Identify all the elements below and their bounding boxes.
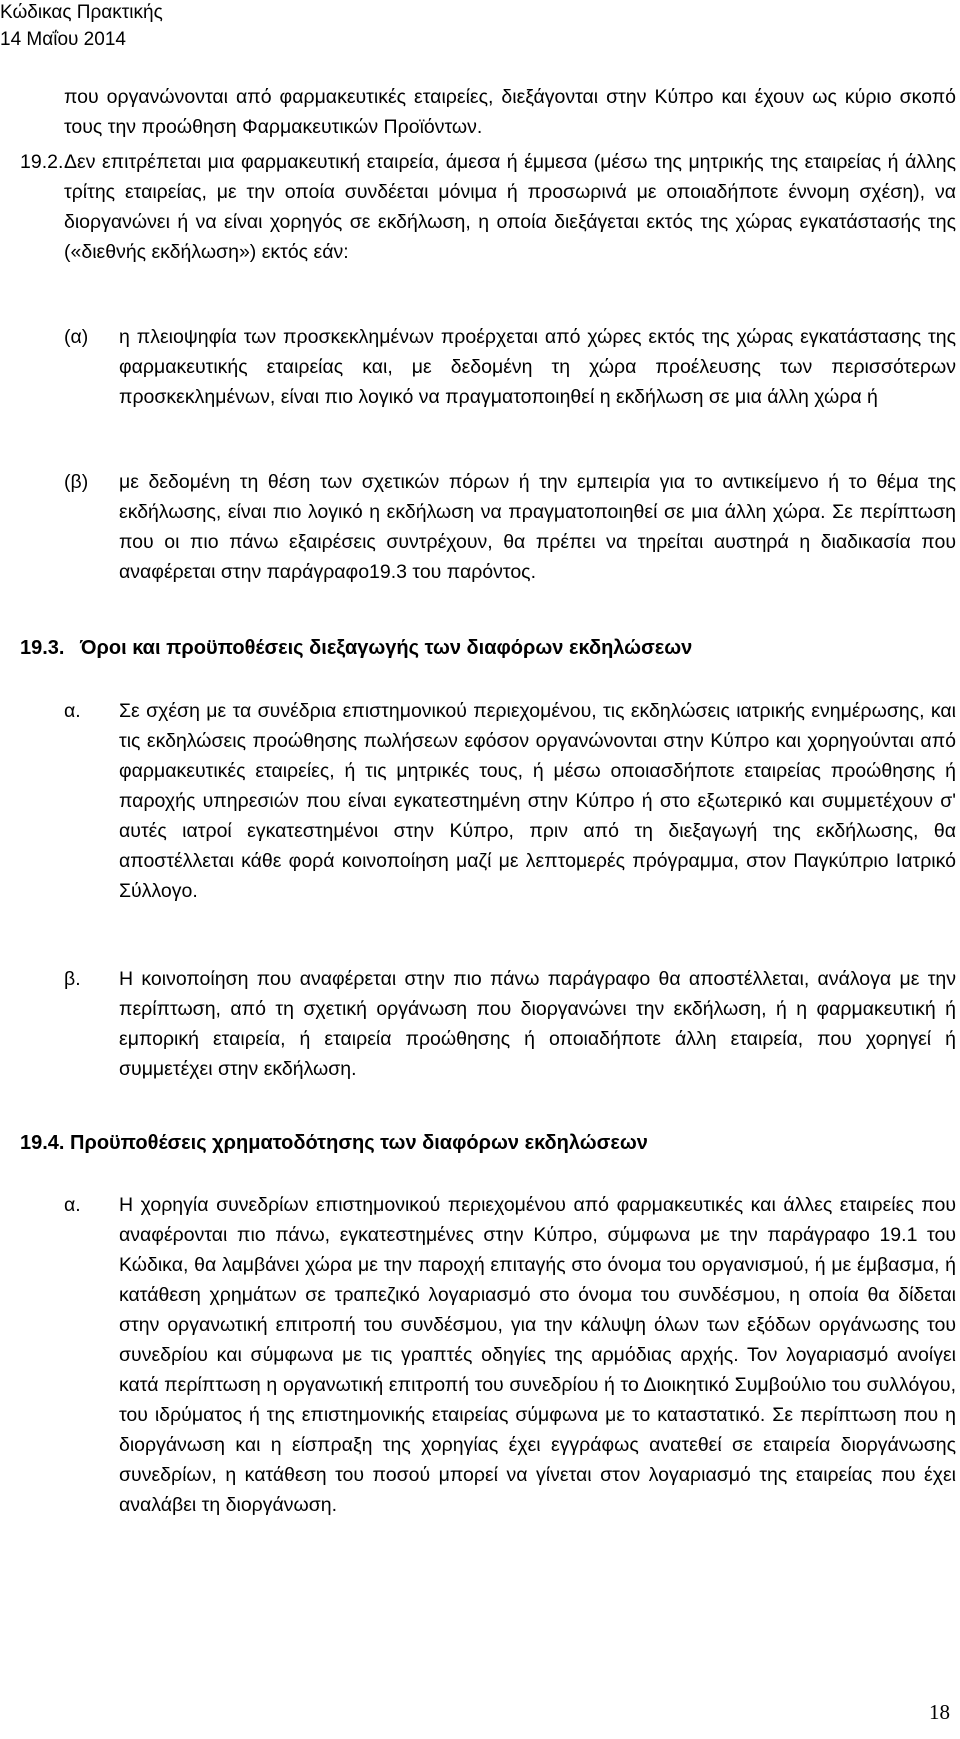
item-beta-label: (β) <box>64 471 89 493</box>
item-alpha-label: (α) <box>64 326 89 348</box>
document-title: Κώδικας Πρακτικής <box>0 2 163 23</box>
section-19-3-b-text: Η κοινοποίηση που αναφέρεται στην πιο πάνω παράγραφο θα αποστέλλεται, ανάλογα με την περίπτωση, από τη σχετική οργάνωση που διοργανώνει την εκδήλωση, ή η φαρμακευτική ή εμπορική εταιρεία, ή εταιρεία προώθησης ή οποιαδήποτε άλλη εταιρεία, που χορηγεί ή συμμετέχει στην εκδήλωση. <box>119 968 956 1080</box>
section-19-4-title: Προϋποθέσεις χρηματοδότησης των διαφόρων εκδηλώσεων <box>70 1132 648 1154</box>
section-19-3-title: Όροι και προϋποθέσεις διεξαγωγής των διαφόρων εκδηλώσεων <box>80 637 693 659</box>
section-19-4-number: 19.4. <box>20 1132 65 1154</box>
intro-paragraph: που οργανώνονται από φαρμακευτικές εταιρείες, διεξάγονται στην Κύπρο και έχουν ως κύριο σκοπό τους την προώθηση Φαρμακευτικών Προϊόντων. <box>64 86 956 138</box>
item-beta-text: με δεδομένη τη θέση των σχετικών πόρων ή την εμπειρία για το αντικείμενο ή το θέμα της εκδήλωσης, είναι πιο λογικό η εκδήλωση να πραγματοποιηθεί σε μια άλλη χώρα. Σε περίπτωση που οι πιο πάνω εξαιρέσεις συντρέχουν, θα πρέπει να τηρείται αυστηρά η διαδικασία που αναφέρεται στην παράγραφο19.3 του παρόντος. <box>119 471 956 583</box>
section-19-2-text: Δεν επιτρέπεται μια φαρμακευτική εταιρεία, άμεσα ή έμμεσα (μέσω της μητρικής της εταιρείας ή άλλης τρίτης εταιρείας, με την οποία συνδέεται μόνιμα ή προσωρινά με οποιαδήποτε έννομη σχέση), να διοργανώνει ή να είναι χορηγός σε εκδήλωση, η οποία διεξάγεται εκτός της χώρας εγκατάστασής της («διεθνής εκδήλωση») εκτός εάν: <box>64 151 956 263</box>
section-19-3-a-text: Σε σχέση με τα συνέδρια επιστημονικού περιεχομένου, τις εκδηλώσεις ιατρικής ενημέρωσης, και τις εκδηλώσεις προώθησης πωλήσεων εφόσον οργανώνονται στην Κύπρο και χορηγούνται από φαρμακευτικές εταιρείες, ή τις μητρικές τους, ή μέσω οποιασδήποτε εταιρείας προώθησης ή παροχής υπηρεσιών που είναι εγκατεστημένη στην Κύπρο ή στο εξωτερικό και συμμετέχουν σ' αυτές ιατροί εγκατεστημένοι στην Κύπρο, πριν από τη διεξαγωγή της εκδήλωσης, θα αποστέλλεται κάθε φορά κοινοποίηση μαζί με λεπτομερές πρόγραμμα, στον Παγκύπριο Ιατρικό Σύλλογο. <box>119 700 956 902</box>
section-19-3-a-label: α. <box>64 700 81 722</box>
item-alpha-text: η πλειοψηφία των προσκεκλημένων προέρχεται από χώρες εκτός της χώρας εγκατάστασης της φαρμακευτικής εταιρείας και, με δεδομένη τη χώρα προέλευσης των περισσότερων προσκεκλημένων, είναι πιο λογικό να πραγματοποιηθεί η εκδήλωση σε μια άλλη χώρα ή <box>119 326 956 408</box>
section-19-2-number: 19.2. <box>20 151 64 173</box>
section-19-4-a-text: Η χορηγία συνεδρίων επιστημονικού περιεχομένου από φαρμακευτικές και άλλες εταιρείες που αναφέρονται πιο πάνω, εγκατεστημένες στην Κύπρο, σύμφωνα με την παράγραφο 19.1 του Κώδικα, θα λαμβάνει χώρα με την παροχή επιταγής στο όνομα του οργανισμού, ή με έμβασμα, ή κατάθεση χρημάτων σε τραπεζικό λογαριασμό στο όνομα του συνδέσμου, η οποία θα δίδεται στην οργανωτική επιτροπή του συνδέσμου, για την κάλυψη όλων των εξόδων οργάνωσης του συνεδρίου και σύμφωνα με τις γραπτές οδηγίες της αρμόδιας αρχής. Τον λογαριασμό ανοίγει κατά περίπτωση η οργανωτική επιτροπή του συνεδρίου ή το Διοικητικό Συμβούλιο του συλλόγου, του ιδρύματος ή της επιστημονικής εταιρείας σύμφωνα με το καταστατικό. Σε περίπτωση που η διοργάνωση και η είσπραξη της χορηγίας έχει εγγράφως ανατεθεί σε εταιρεία διοργάνωσης συνεδρίων, η κατάθεση του ποσού μπορεί να γίνεται στον λογαριασμό της εταιρείας που έχει αναλάβει τη διοργάνωση. <box>119 1194 956 1516</box>
document-date: 14 Μαΐου 2014 <box>0 29 126 50</box>
section-19-3-number: 19.3. <box>20 637 65 659</box>
section-19-3-b-label: β. <box>64 968 81 990</box>
section-19-4-a-label: α. <box>64 1194 81 1216</box>
page-number: 18 <box>929 1700 950 1724</box>
